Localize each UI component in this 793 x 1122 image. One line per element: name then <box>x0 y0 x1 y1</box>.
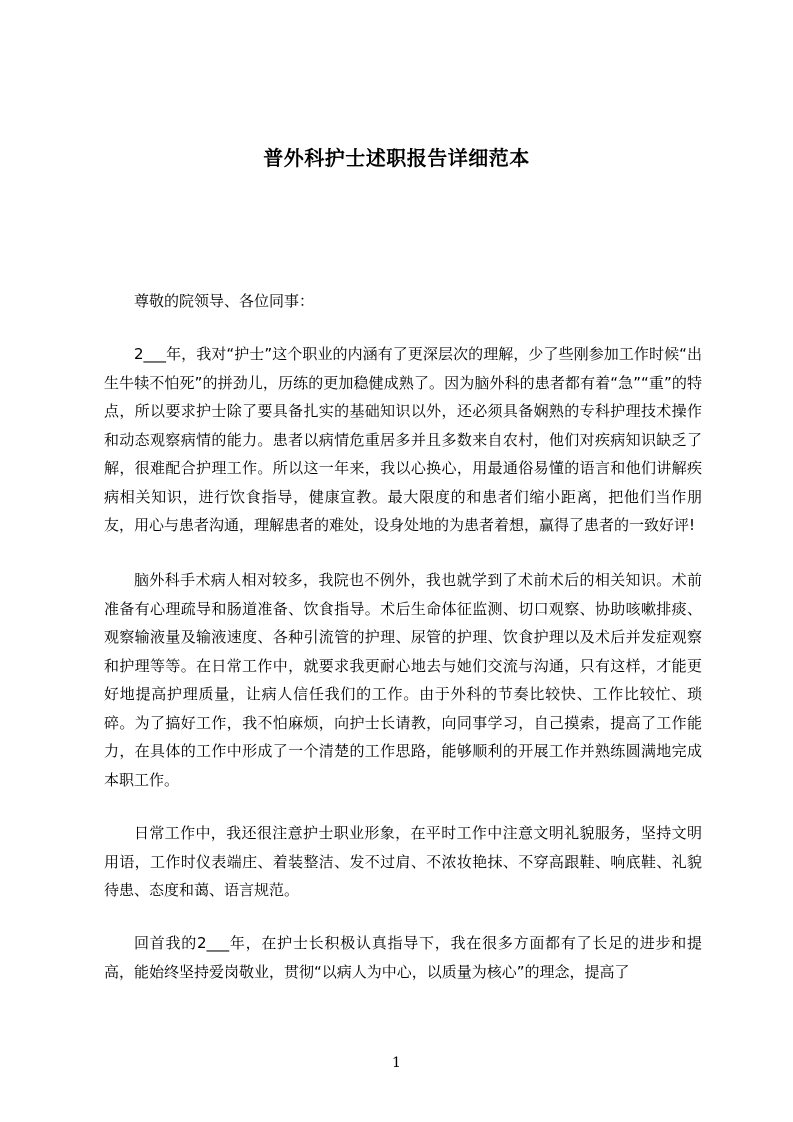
paragraph-3 <box>104 819 702 905</box>
salutation <box>104 287 702 316</box>
document-title: 普外科护士述职报告详细范本 <box>263 146 530 170</box>
paragraph-4 <box>104 929 702 986</box>
paragraph-text: 2___年，我对“护士”这个职业的内涵有了更深层次的理解，少了些刚参加工作时候“出生牛犊不怕死”的拼劲儿，历练的更加稳健成熟了。因为脑外科的患者都有着“急”“重”的特点，所以要求护士除了要具备扎实的基础知识以外，还必须具备娴熟的专科护理技术操作和动态观察病情的能力。患者以病情危重居多并且多数来自农村，他们对疾病知识缺乏了解，很难配合护理工作。所以这一年来，我以心换心，用最通俗易懂的语言和他们讲解疾病相关知识，进行饮食指导，健康宣教。最大限度的和患者们缩小距离，把他们当作朋友，用心与患者沟通，理解患者的难处，设身处地的为患者着想，赢得了患者的一致好评! <box>104 345 702 534</box>
paragraph-text: 回首我的2___年，在护士长积极认真指导下，我在很多方面都有了长足的进步和提高，能始终坚持爱岗敬业，贯彻“以病人为中心，以质量为核心”的理念，提高了 <box>104 934 702 981</box>
salutation-text: 尊敬的院领导、各位同事： <box>134 292 315 310</box>
paragraph-2 <box>104 566 702 794</box>
paragraph-text: 脑外科手术病人相对较多，我院也不例外，我也就学到了术前术后的相关知识。术前准备有心理疏导和肠道准备、饮食指导。术后生命体征监测、切口观察、协助咳嗽排痰、观察输液量及输液速度、各种引流管的护理、尿管的护理、饮食护理以及术后并发症观察和护理等等。在日常工作中，就要求我更耐心地去与她们交流与沟通，只有这样，才能更好地提高护理质量，让病人信任我们的工作。由于外科的节奏比较快、工作比较忙、琐碎。为了搞好工作，我不怕麻烦，向护士长请教，向同事学习，自己摸索，提高了工作能力，在具体的工作中形成了一个清楚的工作思路，能够顺利的开展工作并熟练圆满地完成本职工作。 <box>104 571 702 789</box>
paragraph-text: 日常工作中，我还很注意护士职业形象，在平时工作中注意文明礼貌服务，坚持文明用语，工作时仪表端庄、着装整洁、发不过肩、不浓妆艳抹、不穿高跟鞋、响底鞋、礼貌待患、态度和蔼、语言规范。 <box>104 824 702 899</box>
paragraph-1 <box>104 340 702 540</box>
page-number: 1 <box>392 1055 401 1071</box>
